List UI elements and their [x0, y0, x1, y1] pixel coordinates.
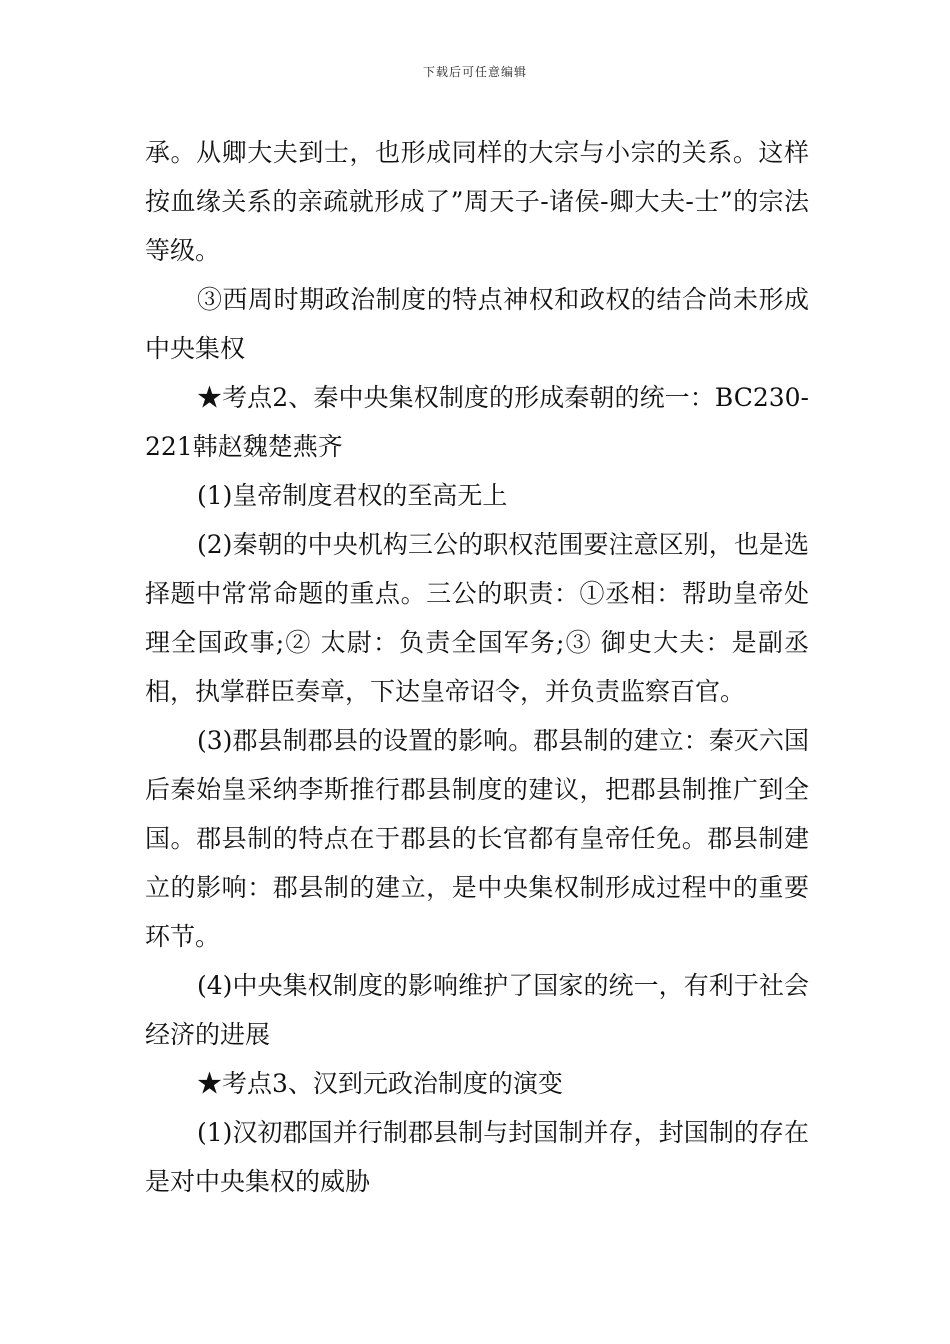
document-body: [145, 128, 809, 1206]
paragraph-8: ★考点3、汉到元政治制度的演变: [197, 1069, 563, 1098]
paragraph-7: (4)中央集权制度的影响维护了国家的统一，有利于社会经济的进展: [145, 971, 809, 1049]
page-header: 下载后可任意编辑: [422, 65, 527, 79]
paragraph-6: (3)郡县制郡县的设置的影响。郡县制的建立：秦灭六国后秦始皇采纳李斯推行郡县制度的建议，把郡县制推广到全国。郡县制的特点在于郡县的长官都有皇帝任免。郡县制建立的影响：郡县制的建立，是中央集权制形成过程中的重要环节。: [145, 726, 809, 951]
paragraph-5: (2)秦朝的中央机构三公的职权范围要注意区别，也是选择题中常常命题的重点。三公的职责：①丞相：帮助皇帝处理全国政事;② 太尉：负责全国军务;③ 御史大夫：是副丞相，执掌群臣奏章，下达皇帝诏令，并负责监察百官。: [145, 530, 809, 706]
paragraph-3: ★考点2、秦中央集权制度的形成秦朝的统一：BC230-221韩赵魏楚燕齐: [145, 383, 809, 461]
paragraph-9: (1)汉初郡国并行制郡县制与封国制并存，封国制的存在是对中央集权的威胁: [145, 1118, 809, 1196]
paragraph-4: (1)皇帝制度君权的至高无上: [197, 481, 508, 510]
paragraph-1: 承。从卿大夫到士，也形成同样的大宗与小宗的关系。这样按血缘关系的亲疏就形成了”周天子-诸侯-卿大夫-士”的宗法等级。: [145, 138, 809, 265]
paragraph-2: ③西周时期政治制度的特点神权和政权的结合尚未形成中央集权: [145, 285, 809, 363]
